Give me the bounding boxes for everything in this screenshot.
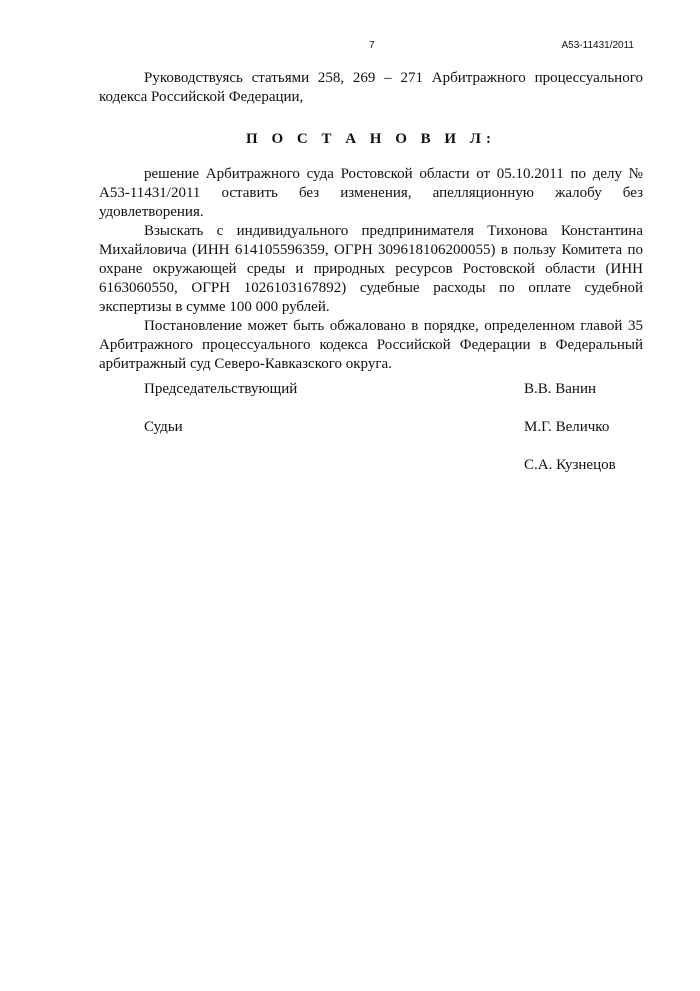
costs-paragraph: Взыскать с индивидуального предпринимателя Тихонова Константина Михайловича (ИНН 614105596359, ОГРН 309618106200055) в пользу Комитета по охране окружающей среды и природных ресурсов Ростовской области (ИНН 6163060550, ОГРН 1026103167892) судебные расходы по оплате судебной экспертизы в сумме 100 000 рублей.: [99, 223, 643, 315]
intro-paragraph: Руководствуясь статьями 258, 269 – 271 Арбитражного процессуального кодекса Российской Федерации,: [99, 70, 643, 105]
signature-title: Судьи: [144, 419, 183, 435]
signature-row: [144, 419, 622, 457]
signature-title: Председательствующий: [144, 381, 298, 397]
document-body: [99, 69, 643, 374]
decision-paragraph: решение Арбитражного суда Ростовской области от 05.10.2011 по делу № А53-11431/2011 оставить без изменения, апелляционную жалобу без удовлетворения.: [99, 166, 643, 220]
page-header: [0, 40, 700, 56]
signature-row: [144, 457, 622, 495]
signature-row: [144, 381, 622, 419]
signature-name: С.А. Кузнецов: [524, 457, 616, 473]
signature-block: [144, 381, 622, 495]
resolution-heading: П О С Т А Н О В И Л:: [246, 131, 496, 147]
page-number: 7: [369, 40, 375, 51]
signature-name: М.Г. Величко: [524, 419, 610, 435]
signature-name: В.В. Ванин: [524, 381, 597, 397]
case-number: А53-11431/2011: [561, 40, 634, 51]
appeal-paragraph: Постановление может быть обжаловано в порядке, определенном главой 35 Арбитражного процессуального кодекса Российской Федерации в Федеральный арбитражный суд Северо-Кавказского округа.: [99, 318, 643, 372]
